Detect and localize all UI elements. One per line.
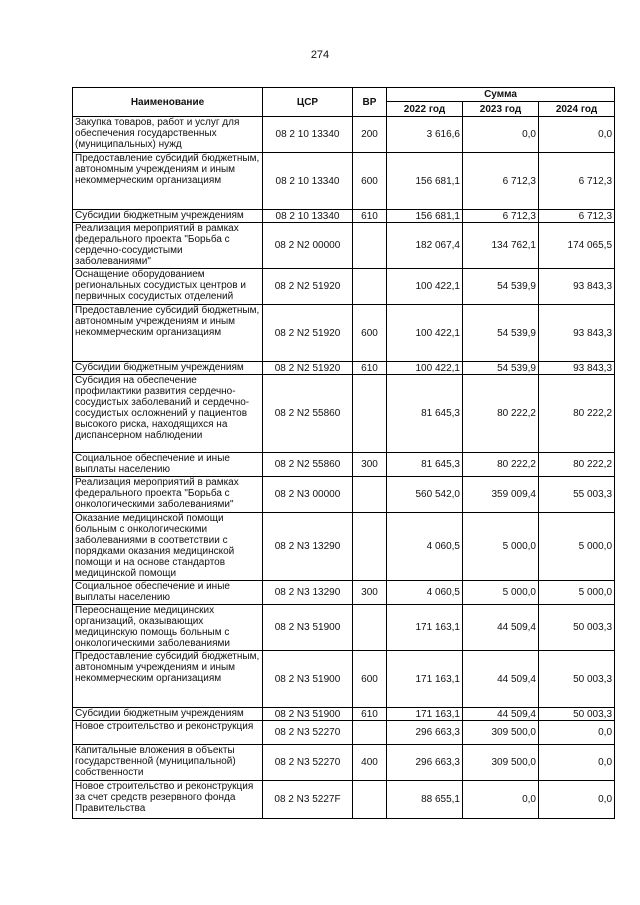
row-vr: 300 — [353, 453, 387, 477]
table-row — [73, 362, 615, 375]
row-sum-2024: 0,0 — [539, 721, 615, 745]
row-sum-2022: 182 067,4 — [387, 223, 463, 269]
row-sum-2022: 4 060,5 — [387, 513, 463, 581]
row-sum-2022: 81 645,3 — [387, 453, 463, 477]
row-sum-2023: 134 762,1 — [463, 223, 539, 269]
header-name: Наименование — [73, 88, 263, 117]
row-name: Капитальные вложения в объекты государственной (муниципальной) собственности — [73, 745, 263, 781]
row-vr: 600 — [353, 153, 387, 210]
row-csr: 08 2 N3 52270 — [263, 721, 353, 745]
table-row — [73, 375, 615, 453]
budget-table — [72, 87, 615, 819]
row-csr: 08 2 N2 51920 — [263, 269, 353, 305]
row-sum-2024: 6 712,3 — [539, 153, 615, 210]
row-vr: 300 — [353, 581, 387, 605]
row-name: Социальное обеспечение и иные выплаты населению — [73, 581, 263, 605]
row-sum-2023: 6 712,3 — [463, 153, 539, 210]
row-sum-2024: 80 222,2 — [539, 375, 615, 453]
row-sum-2024: 0,0 — [539, 117, 615, 153]
row-sum-2023: 309 500,0 — [463, 721, 539, 745]
row-vr — [353, 605, 387, 651]
table-row — [73, 477, 615, 513]
row-csr: 08 2 N2 55860 — [263, 453, 353, 477]
row-sum-2022: 296 663,3 — [387, 721, 463, 745]
page-number: 274 — [310, 49, 330, 61]
row-sum-2022: 171 163,1 — [387, 651, 463, 708]
row-csr: 08 2 N2 00000 — [263, 223, 353, 269]
header-year-2023: 2023 год — [463, 102, 539, 117]
row-sum-2023: 5 000,0 — [463, 581, 539, 605]
row-sum-2022: 88 655,1 — [387, 781, 463, 819]
table-row — [73, 223, 615, 269]
row-sum-2022: 100 422,1 — [387, 305, 463, 362]
table-row — [73, 153, 615, 210]
row-vr: 610 — [353, 210, 387, 223]
row-sum-2023: 54 539,9 — [463, 305, 539, 362]
row-sum-2024: 93 843,3 — [539, 305, 615, 362]
row-sum-2023: 80 222,2 — [463, 375, 539, 453]
table-row — [73, 651, 615, 708]
row-sum-2023: 309 500,0 — [463, 745, 539, 781]
row-sum-2022: 171 163,1 — [387, 605, 463, 651]
table-row — [73, 721, 615, 745]
row-sum-2023: 44 509,4 — [463, 708, 539, 721]
row-name: Реализация мероприятий в рамках федерального проекта "Борьба с онкологическими заболеваниями" — [73, 477, 263, 513]
header-csr: ЦСР — [263, 88, 353, 117]
row-vr — [353, 721, 387, 745]
row-vr: 600 — [353, 305, 387, 362]
row-vr — [353, 223, 387, 269]
row-csr: 08 2 N3 00000 — [263, 477, 353, 513]
row-vr: 610 — [353, 708, 387, 721]
row-csr: 08 2 N2 51920 — [263, 305, 353, 362]
row-name: Предоставление субсидий бюджетным, автономным учреждениям и иным некоммерческим организациям — [73, 305, 263, 362]
row-sum-2022: 3 616,6 — [387, 117, 463, 153]
row-name: Оказание медицинской помощи больным с онкологическими заболеваниями в соответствии с порядками оказания медицинской помощи и на основе стандартов медицинской помощи — [73, 513, 263, 581]
row-sum-2023: 5 000,0 — [463, 513, 539, 581]
row-sum-2023: 0,0 — [463, 117, 539, 153]
row-sum-2024: 174 065,5 — [539, 223, 615, 269]
row-vr — [353, 513, 387, 581]
table-row — [73, 269, 615, 305]
row-name: Социальное обеспечение и иные выплаты населению — [73, 453, 263, 477]
row-csr: 08 2 N2 51920 — [263, 362, 353, 375]
row-csr: 08 2 10 13340 — [263, 117, 353, 153]
row-sum-2024: 93 843,3 — [539, 362, 615, 375]
row-csr: 08 2 10 13340 — [263, 210, 353, 223]
table-row — [73, 513, 615, 581]
row-csr: 08 2 N2 55860 — [263, 375, 353, 453]
header-year-2024: 2024 год — [539, 102, 615, 117]
row-sum-2022: 296 663,3 — [387, 745, 463, 781]
table-row — [73, 605, 615, 651]
row-vr — [353, 781, 387, 819]
row-name: Предоставление субсидий бюджетным, автономным учреждениям и иным некоммерческим организациям — [73, 153, 263, 210]
row-csr: 08 2 N3 51900 — [263, 605, 353, 651]
table-row — [73, 305, 615, 362]
row-sum-2024: 5 000,0 — [539, 581, 615, 605]
row-csr: 08 2 10 13340 — [263, 153, 353, 210]
row-sum-2024: 0,0 — [539, 781, 615, 819]
row-sum-2024: 50 003,3 — [539, 708, 615, 721]
row-sum-2022: 156 681,1 — [387, 153, 463, 210]
row-sum-2024: 5 000,0 — [539, 513, 615, 581]
row-sum-2022: 156 681,1 — [387, 210, 463, 223]
row-sum-2023: 359 009,4 — [463, 477, 539, 513]
row-sum-2023: 54 539,9 — [463, 269, 539, 305]
row-csr: 08 2 N3 51900 — [263, 708, 353, 721]
row-name: Реализация мероприятий в рамках федерального проекта "Борьба с сердечно-сосудистыми заболеваниями" — [73, 223, 263, 269]
row-sum-2023: 44 509,4 — [463, 605, 539, 651]
row-sum-2022: 100 422,1 — [387, 362, 463, 375]
table-row — [73, 745, 615, 781]
row-sum-2023: 80 222,2 — [463, 453, 539, 477]
table-row — [73, 781, 615, 819]
row-name: Субсидия на обеспечение профилактики развития сердечно-сосудистых заболеваний и сердечно-сосудистых осложнений у пациентов высокого риска, находящихся на диспансерном наблюдении — [73, 375, 263, 453]
row-name: Субсидии бюджетным учреждениям — [73, 708, 263, 721]
header-year-2022: 2022 год — [387, 102, 463, 117]
row-sum-2022: 560 542,0 — [387, 477, 463, 513]
row-name: Предоставление субсидий бюджетным, автономным учреждениям и иным некоммерческим организациям — [73, 651, 263, 708]
row-name: Субсидии бюджетным учреждениям — [73, 210, 263, 223]
row-vr — [353, 375, 387, 453]
table-row — [73, 581, 615, 605]
row-vr: 200 — [353, 117, 387, 153]
row-name: Новое строительство и реконструкция за счет средств резервного фонда Правительства — [73, 781, 263, 819]
row-sum-2023: 54 539,9 — [463, 362, 539, 375]
row-vr — [353, 477, 387, 513]
row-sum-2022: 100 422,1 — [387, 269, 463, 305]
row-vr: 600 — [353, 651, 387, 708]
row-sum-2023: 0,0 — [463, 781, 539, 819]
row-name: Субсидии бюджетным учреждениям — [73, 362, 263, 375]
table-row — [73, 708, 615, 721]
row-vr: 400 — [353, 745, 387, 781]
table-row — [73, 210, 615, 223]
row-sum-2024: 55 003,3 — [539, 477, 615, 513]
header-sum: Сумма — [387, 88, 615, 102]
row-sum-2022: 4 060,5 — [387, 581, 463, 605]
row-sum-2024: 0,0 — [539, 745, 615, 781]
row-csr: 08 2 N3 13290 — [263, 513, 353, 581]
row-vr — [353, 269, 387, 305]
row-csr: 08 2 N3 13290 — [263, 581, 353, 605]
row-sum-2023: 44 509,4 — [463, 651, 539, 708]
row-sum-2024: 93 843,3 — [539, 269, 615, 305]
row-sum-2022: 81 645,3 — [387, 375, 463, 453]
row-name: Закупка товаров, работ и услуг для обеспечения государственных (муниципальных) нужд — [73, 117, 263, 153]
table-row — [73, 453, 615, 477]
row-vr: 610 — [353, 362, 387, 375]
row-sum-2024: 80 222,2 — [539, 453, 615, 477]
header-vr: ВР — [353, 88, 387, 117]
row-name: Оснащение оборудованием региональных сосудистых центров и первичных сосудистых отделений — [73, 269, 263, 305]
row-sum-2024: 50 003,3 — [539, 605, 615, 651]
row-sum-2024: 6 712,3 — [539, 210, 615, 223]
row-name: Новое строительство и реконструкция — [73, 721, 263, 745]
row-name: Переоснащение медицинских организаций, оказывающих медицинскую помощь больным с онкологическими заболеваниями — [73, 605, 263, 651]
row-csr: 08 2 N3 5227F — [263, 781, 353, 819]
row-sum-2022: 171 163,1 — [387, 708, 463, 721]
table-row — [73, 117, 615, 153]
row-sum-2023: 6 712,3 — [463, 210, 539, 223]
row-csr: 08 2 N3 51900 — [263, 651, 353, 708]
row-csr: 08 2 N3 52270 — [263, 745, 353, 781]
row-sum-2024: 50 003,3 — [539, 651, 615, 708]
